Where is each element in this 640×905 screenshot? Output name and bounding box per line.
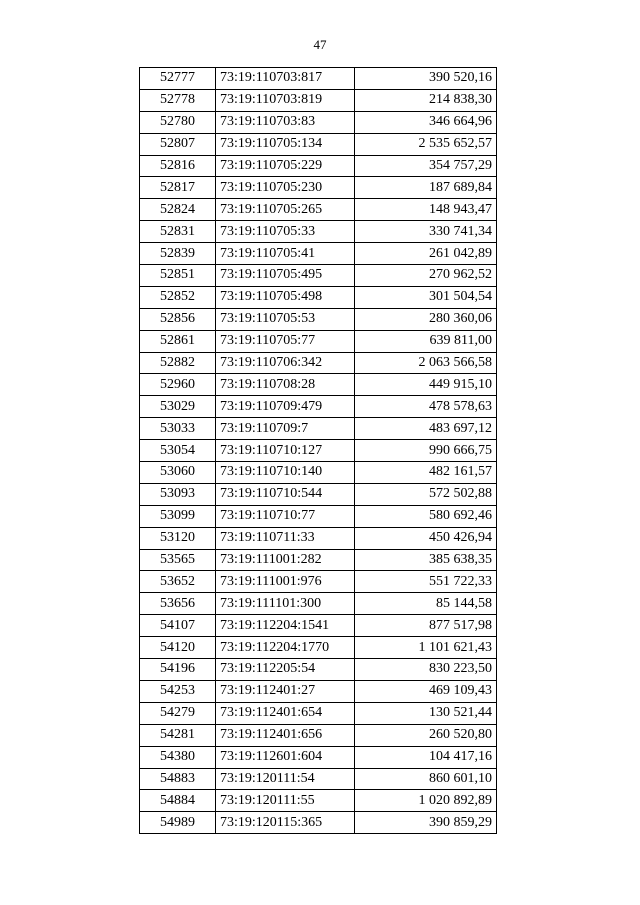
- table-row: [140, 680, 497, 702]
- row-id-cell: 54884: [140, 790, 216, 812]
- cadastral-number-cell: 73:19:110708:28: [216, 374, 355, 396]
- row-id-cell: 53099: [140, 505, 216, 527]
- table-row: [140, 155, 497, 177]
- table-row: [140, 440, 497, 462]
- row-id-cell: 54196: [140, 659, 216, 681]
- row-id-cell: 52960: [140, 374, 216, 396]
- table-row: [140, 812, 497, 834]
- data-table: [139, 67, 497, 834]
- row-id-cell: 54989: [140, 812, 216, 834]
- row-id-cell: 52852: [140, 286, 216, 308]
- cadastral-number-cell: 73:19:110709:7: [216, 418, 355, 440]
- value-cell: 330 741,34: [355, 221, 497, 243]
- table-row: [140, 330, 497, 352]
- table-body: [140, 68, 497, 834]
- value-cell: 270 962,52: [355, 265, 497, 287]
- table-row: [140, 462, 497, 484]
- table-row: [140, 571, 497, 593]
- row-id-cell: 52780: [140, 111, 216, 133]
- table-row: [140, 593, 497, 615]
- table-row: [140, 396, 497, 418]
- value-cell: 1 101 621,43: [355, 637, 497, 659]
- row-id-cell: 53029: [140, 396, 216, 418]
- cadastral-number-cell: 73:19:110706:342: [216, 352, 355, 374]
- table-row: [140, 637, 497, 659]
- row-id-cell: 52824: [140, 199, 216, 221]
- table-row: [140, 133, 497, 155]
- table-row: [140, 527, 497, 549]
- page-number: 47: [313, 37, 327, 52]
- value-cell: 483 697,12: [355, 418, 497, 440]
- cadastral-number-cell: 73:19:110711:33: [216, 527, 355, 549]
- table-row: [140, 615, 497, 637]
- cadastral-number-cell: 73:19:110710:127: [216, 440, 355, 462]
- row-id-cell: 52861: [140, 330, 216, 352]
- table-row: [140, 483, 497, 505]
- cadastral-number-cell: 73:19:110705:229: [216, 155, 355, 177]
- value-cell: 2 535 652,57: [355, 133, 497, 155]
- cadastral-number-cell: 73:19:110703:83: [216, 111, 355, 133]
- table-row: [140, 352, 497, 374]
- cadastral-number-cell: 73:19:120115:365: [216, 812, 355, 834]
- table-row: [140, 286, 497, 308]
- value-cell: 390 520,16: [355, 68, 497, 90]
- table-row: [140, 308, 497, 330]
- table-row: [140, 243, 497, 265]
- row-id-cell: 54279: [140, 702, 216, 724]
- row-id-cell: 53652: [140, 571, 216, 593]
- row-id-cell: 53093: [140, 483, 216, 505]
- cadastral-number-cell: 73:19:111001:976: [216, 571, 355, 593]
- value-cell: 104 417,16: [355, 746, 497, 768]
- row-id-cell: 52882: [140, 352, 216, 374]
- cadastral-number-cell: 73:19:112204:1541: [216, 615, 355, 637]
- cadastral-number-cell: 73:19:110705:265: [216, 199, 355, 221]
- value-cell: 85 144,58: [355, 593, 497, 615]
- value-cell: 385 638,35: [355, 549, 497, 571]
- row-id-cell: 52831: [140, 221, 216, 243]
- value-cell: 130 521,44: [355, 702, 497, 724]
- table-row: [140, 111, 497, 133]
- cadastral-number-cell: 73:19:110710:544: [216, 483, 355, 505]
- cadastral-number-cell: 73:19:110703:819: [216, 89, 355, 111]
- value-cell: 580 692,46: [355, 505, 497, 527]
- value-cell: 354 757,29: [355, 155, 497, 177]
- table-row: [140, 790, 497, 812]
- value-cell: 990 666,75: [355, 440, 497, 462]
- cadastral-number-cell: 73:19:111001:282: [216, 549, 355, 571]
- cadastral-number-cell: 73:19:112401:654: [216, 702, 355, 724]
- cadastral-number-cell: 73:19:120111:55: [216, 790, 355, 812]
- cadastral-number-cell: 73:19:112401:656: [216, 724, 355, 746]
- value-cell: 301 504,54: [355, 286, 497, 308]
- row-id-cell: 54281: [140, 724, 216, 746]
- cadastral-number-cell: 73:19:120111:54: [216, 768, 355, 790]
- row-id-cell: 52851: [140, 265, 216, 287]
- table-row: [140, 418, 497, 440]
- cadastral-number-cell: 73:19:112401:27: [216, 680, 355, 702]
- table-row: [140, 659, 497, 681]
- cadastral-number-cell: 73:19:110710:140: [216, 462, 355, 484]
- row-id-cell: 52807: [140, 133, 216, 155]
- cadastral-number-cell: 73:19:110705:230: [216, 177, 355, 199]
- cadastral-number-cell: 73:19:110703:817: [216, 68, 355, 90]
- value-cell: 639 811,00: [355, 330, 497, 352]
- row-id-cell: 54120: [140, 637, 216, 659]
- table-row: [140, 177, 497, 199]
- cadastral-number-cell: 73:19:110705:495: [216, 265, 355, 287]
- table-row: [140, 702, 497, 724]
- table-row: [140, 768, 497, 790]
- value-cell: 450 426,94: [355, 527, 497, 549]
- row-id-cell: 52778: [140, 89, 216, 111]
- value-cell: 280 360,06: [355, 308, 497, 330]
- cadastral-number-cell: 73:19:110705:498: [216, 286, 355, 308]
- table-row: [140, 724, 497, 746]
- value-cell: 261 042,89: [355, 243, 497, 265]
- table-row: [140, 505, 497, 527]
- table-row: [140, 68, 497, 90]
- row-id-cell: 52816: [140, 155, 216, 177]
- value-cell: 260 520,80: [355, 724, 497, 746]
- row-id-cell: 53656: [140, 593, 216, 615]
- table-row: [140, 89, 497, 111]
- row-id-cell: 54107: [140, 615, 216, 637]
- value-cell: 860 601,10: [355, 768, 497, 790]
- row-id-cell: 53565: [140, 549, 216, 571]
- value-cell: 449 915,10: [355, 374, 497, 396]
- row-id-cell: 53054: [140, 440, 216, 462]
- row-id-cell: 53060: [140, 462, 216, 484]
- row-id-cell: 52856: [140, 308, 216, 330]
- table-row: [140, 199, 497, 221]
- cadastral-number-cell: 73:19:110705:41: [216, 243, 355, 265]
- value-cell: 551 722,33: [355, 571, 497, 593]
- cadastral-number-cell: 73:19:110705:77: [216, 330, 355, 352]
- cadastral-number-cell: 73:19:110705:53: [216, 308, 355, 330]
- value-cell: 877 517,98: [355, 615, 497, 637]
- table-row: [140, 549, 497, 571]
- row-id-cell: 54253: [140, 680, 216, 702]
- value-cell: 187 689,84: [355, 177, 497, 199]
- table-row: [140, 265, 497, 287]
- table-row: [140, 746, 497, 768]
- row-id-cell: 54883: [140, 768, 216, 790]
- value-cell: 830 223,50: [355, 659, 497, 681]
- cadastral-number-cell: 73:19:112601:604: [216, 746, 355, 768]
- table-row: [140, 374, 497, 396]
- row-id-cell: 53120: [140, 527, 216, 549]
- row-id-cell: 52839: [140, 243, 216, 265]
- value-cell: 214 838,30: [355, 89, 497, 111]
- cadastral-number-cell: 73:19:110709:479: [216, 396, 355, 418]
- row-id-cell: 53033: [140, 418, 216, 440]
- value-cell: 469 109,43: [355, 680, 497, 702]
- row-id-cell: 54380: [140, 746, 216, 768]
- value-cell: 482 161,57: [355, 462, 497, 484]
- value-cell: 390 859,29: [355, 812, 497, 834]
- row-id-cell: 52777: [140, 68, 216, 90]
- value-cell: 572 502,88: [355, 483, 497, 505]
- value-cell: 2 063 566,58: [355, 352, 497, 374]
- cadastral-number-cell: 73:19:111101:300: [216, 593, 355, 615]
- cadastral-number-cell: 73:19:110710:77: [216, 505, 355, 527]
- value-cell: 478 578,63: [355, 396, 497, 418]
- table-row: [140, 221, 497, 243]
- value-cell: 148 943,47: [355, 199, 497, 221]
- cadastral-number-cell: 73:19:110705:134: [216, 133, 355, 155]
- cadastral-number-cell: 73:19:112205:54: [216, 659, 355, 681]
- cadastral-number-cell: 73:19:110705:33: [216, 221, 355, 243]
- cadastral-number-cell: 73:19:112204:1770: [216, 637, 355, 659]
- value-cell: 1 020 892,89: [355, 790, 497, 812]
- value-cell: 346 664,96: [355, 111, 497, 133]
- row-id-cell: 52817: [140, 177, 216, 199]
